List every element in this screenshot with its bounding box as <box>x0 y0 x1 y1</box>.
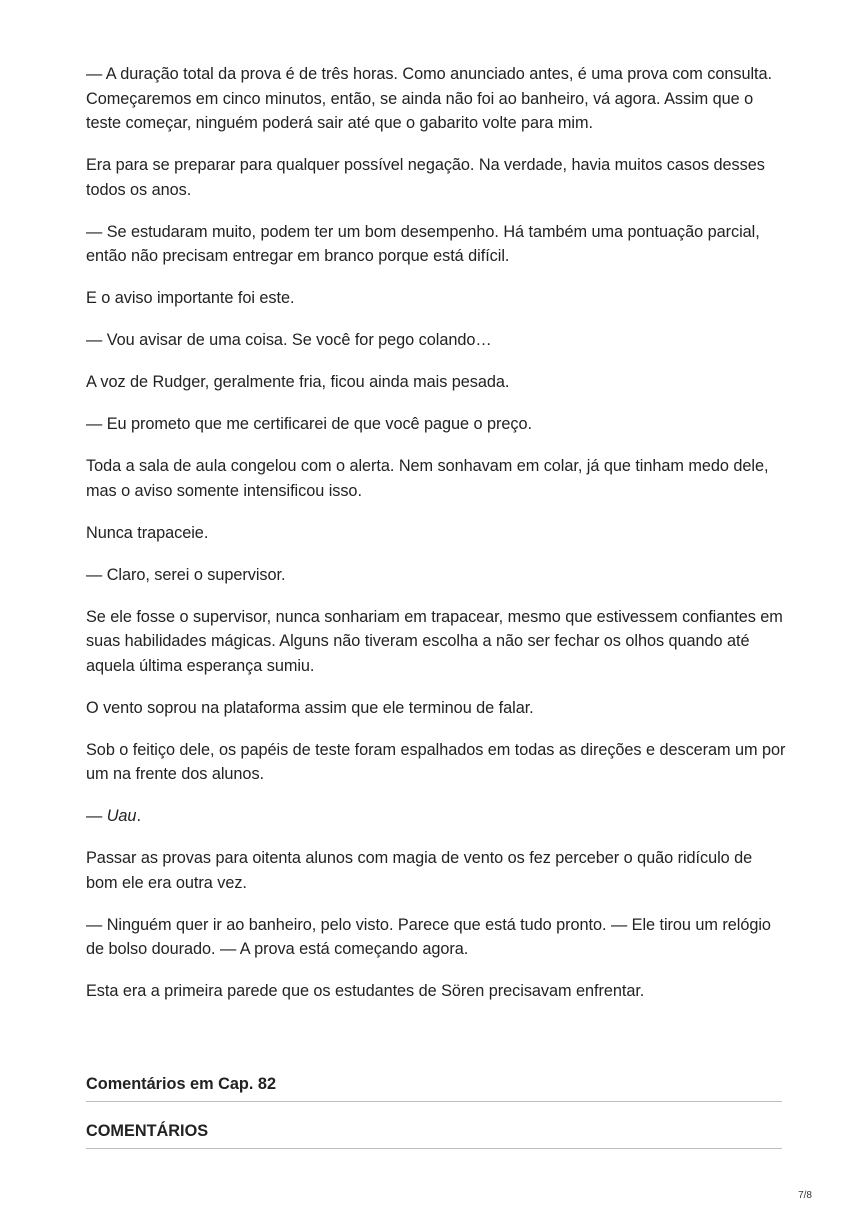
uau-end: . <box>136 807 141 825</box>
paragraph: Nunca trapaceie. <box>86 523 209 542</box>
paragraph: Sob o feitiço dele, os papéis de teste foram espalhados em todas as direções e desceram um por um na frente dos alunos. <box>86 740 786 783</box>
paragraph: A voz de Rudger, geralmente fria, ficou ainda mais pesada. <box>86 373 510 391</box>
paragraph: Esta era a primeira parede que os estudantes de Sören precisavam enfrentar. <box>86 982 645 1000</box>
paragraph: — Ninguém quer ir ao banheiro, pelo visto. Parece que está tudo pronto. — Ele tirou um relógio de bolso dourado. — A prova está começando agora. <box>86 915 771 958</box>
uau-word: Uau <box>106 807 137 825</box>
paragraph: Se ele fosse o supervisor, nunca sonhariam em trapacear, mesmo que estivessem confiantes em suas habilidades mágicas. Alguns não tiveram escolha a não ser fechar os olhos quando até aquela última esperança sumiu. <box>86 607 783 675</box>
paragraph: — Vou avisar de uma coisa. Se você for pego colando… <box>86 331 492 349</box>
chapter-text <box>86 62 786 1021</box>
page-number: 7/8 <box>798 1190 812 1201</box>
paragraph: O vento soprou na plataforma assim que ele terminou de falar. <box>86 698 534 717</box>
paragraph: — Claro, serei o supervisor. <box>86 565 286 584</box>
uau-dash: — <box>86 807 107 825</box>
paragraph: E o aviso importante foi este. <box>86 289 295 307</box>
paragraph: Toda a sala de aula congelou com o alerta. Nem sonhavam em colar, já que tinham medo dele, mas o aviso somente intensificou isso. <box>86 457 769 500</box>
paragraph: — Se estudaram muito, podem ter um bom desempenho. Há também uma pontuação parcial, então não precisam entregar em branco porque está difícil. <box>86 222 760 265</box>
paragraph: Era para se preparar para qualquer possível negação. Na verdade, havia muitos casos desses todos os anos. <box>86 156 765 199</box>
paragraph: — A duração total da prova é de três horas. Como anunciado antes, é uma prova com consulta. Começaremos em cinco minutos, então, se ainda não foi ao banheiro, vá agora. Assim que o teste começar, ninguém poderá sair até que o gabarito volte para mim. <box>86 65 772 132</box>
comments-heading: Comentários em Cap. 82 <box>86 1073 782 1102</box>
paragraph-uau <box>86 804 786 829</box>
paragraph: — Eu prometo que me certificarei de que você pague o preço. <box>86 415 532 433</box>
comments-title: COMENTÁRIOS <box>86 1120 782 1149</box>
paragraph: Passar as provas para oitenta alunos com magia de vento os fez perceber o quão ridículo de bom ele era outra vez. <box>86 849 753 892</box>
